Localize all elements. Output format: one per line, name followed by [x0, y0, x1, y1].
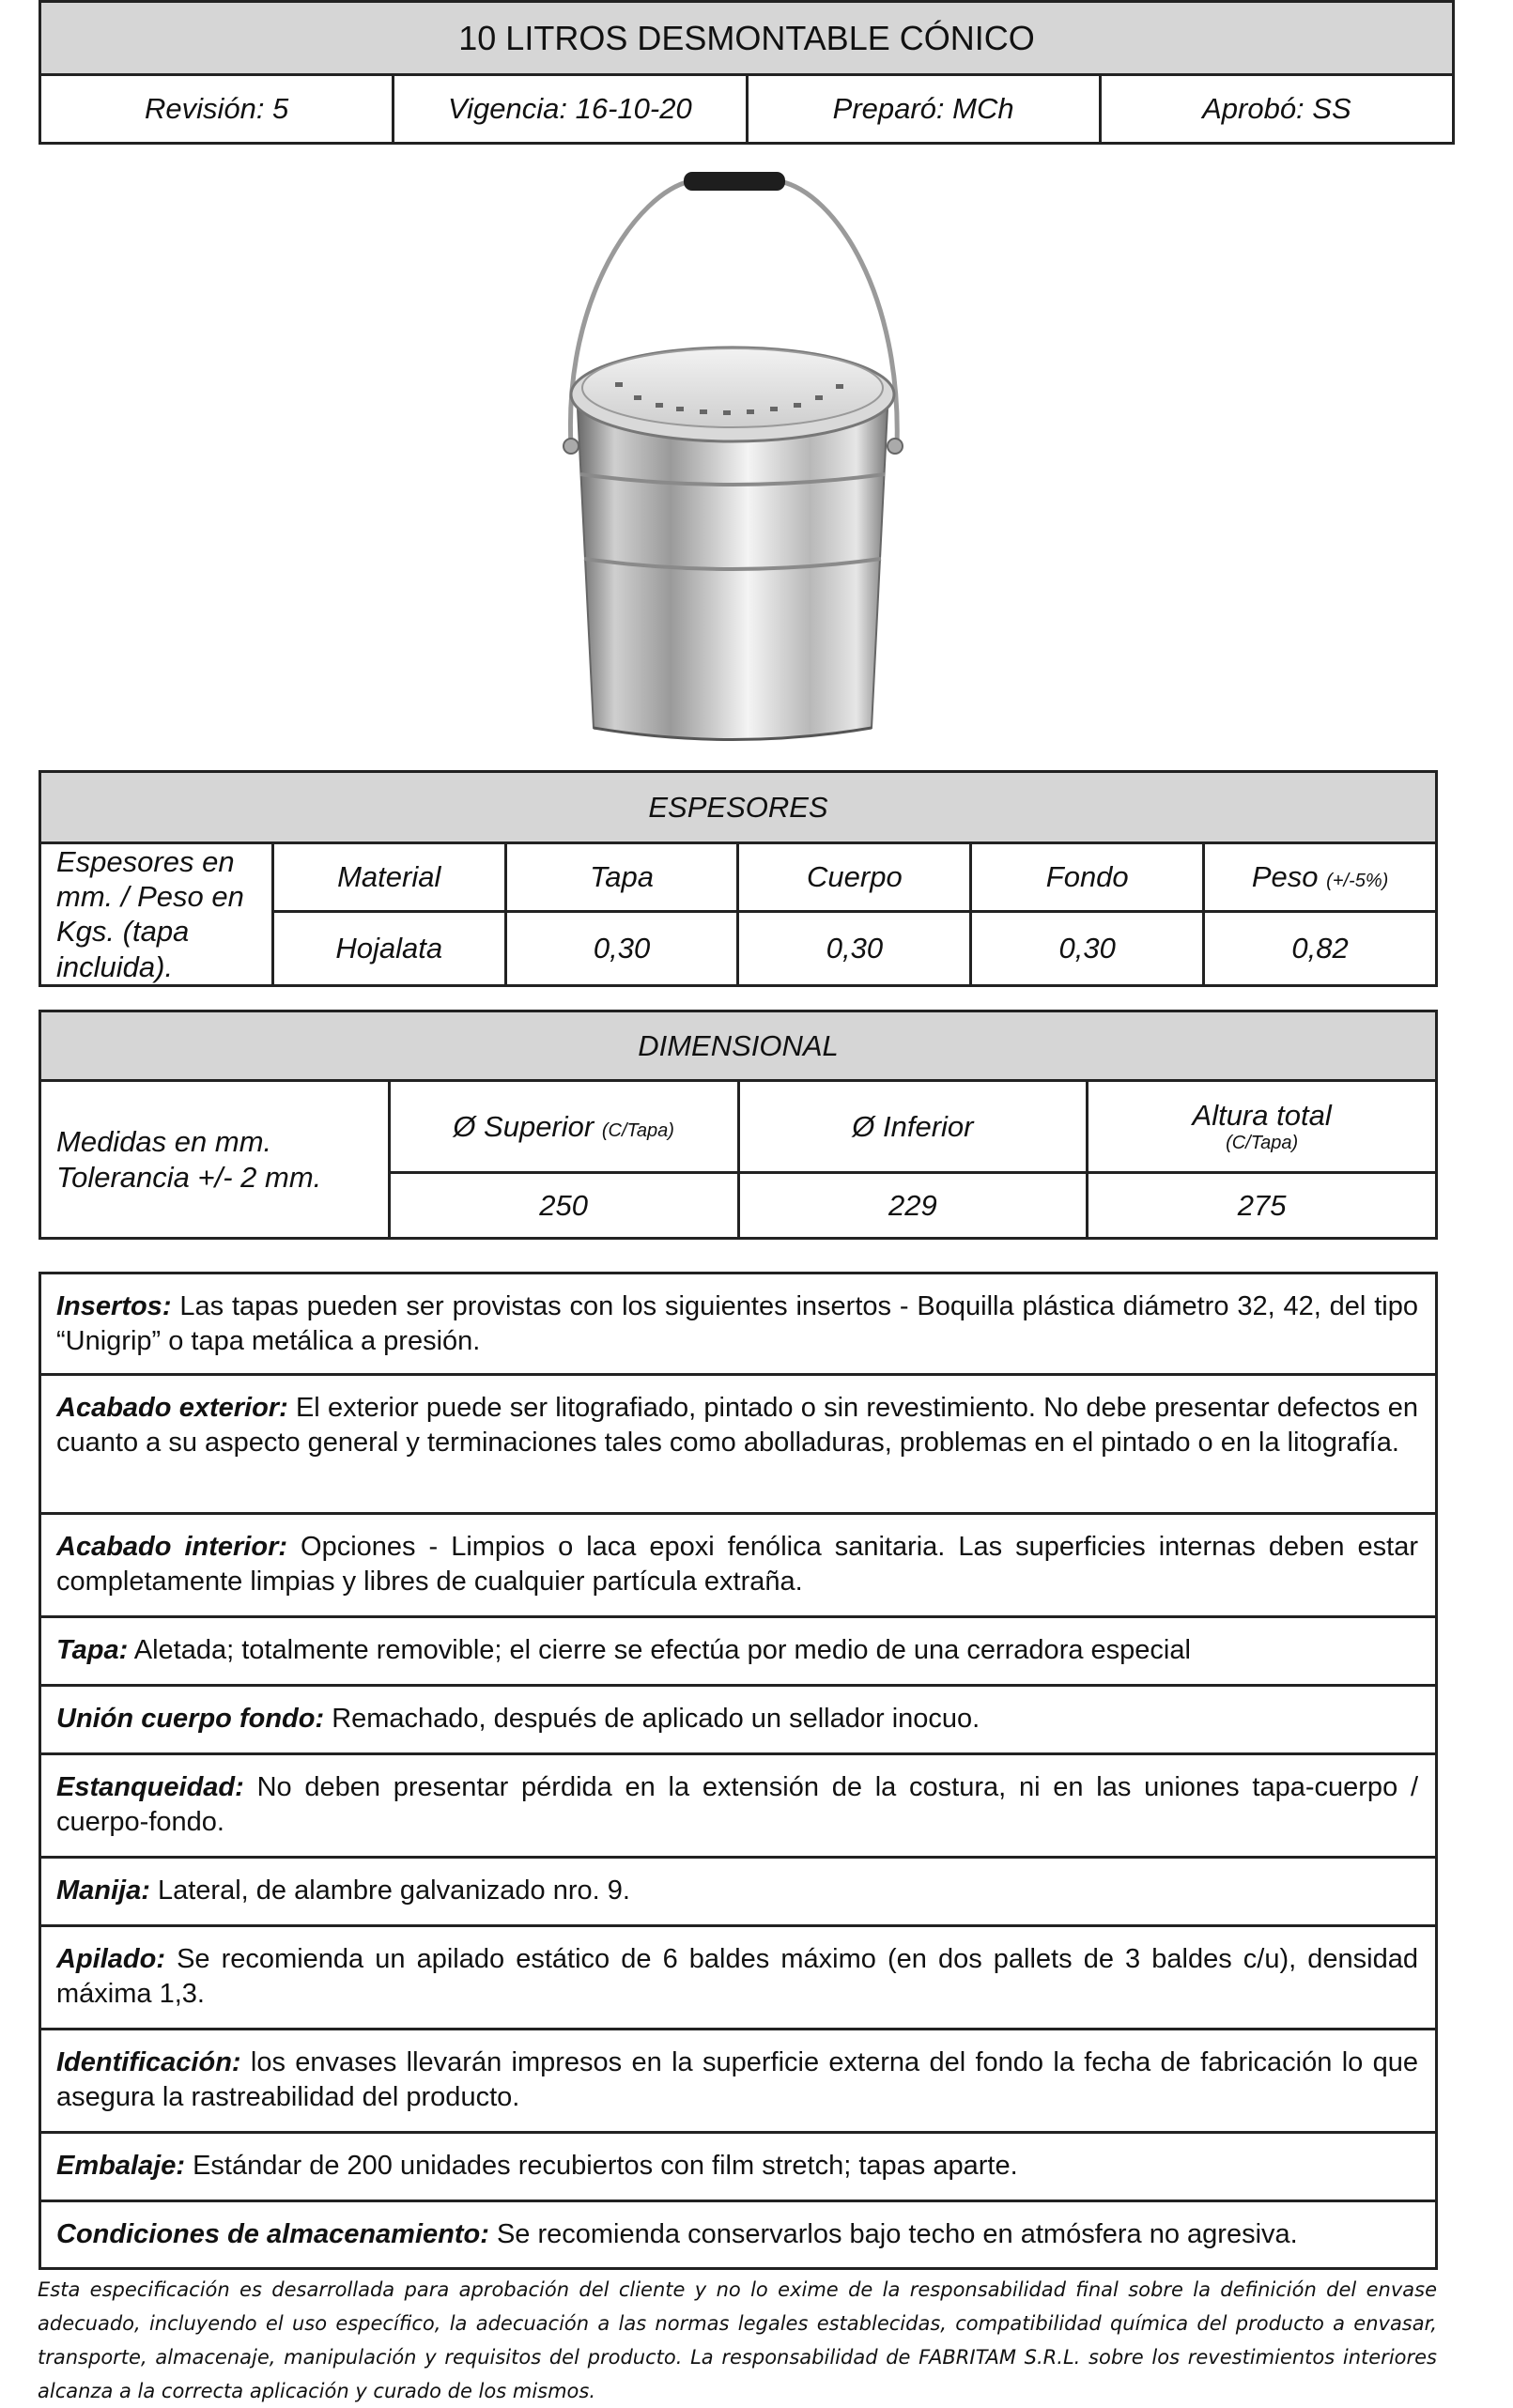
vigencia-cell: Vigencia: 16-10-20 [394, 75, 747, 144]
revision-cell: Revisión: 5 [40, 75, 394, 144]
aprobo-cell: Aprobó: SS [1100, 75, 1453, 144]
note-condiciones-almacenamiento: Condiciones de almacenamiento: Se recomienda conservarlos bajo techo en atmósfera no agresiva. [56, 2219, 1298, 2249]
header-table [39, 0, 1455, 145]
disclaimer-footer: Esta especificación es desarrollada para aprobación del cliente y no lo exime de la responsabilidad final sobre la definición del envase adecuado, incluyendo el uso específico, la adecuación a las normas legales establecidas, compatibilidad química del producto a envasar, transporte, almacenaje, manipulación y requisitos del producto. La responsabilidad de FABRITAM S.R.L. sobre los revestimientos interiores alcanza a la correcta aplicación y curado de los mismos. [38, 2278, 1437, 2403]
val-fondo: 0,30 [971, 912, 1204, 986]
col-inferior: Ø Inferior [738, 1081, 1088, 1173]
dimensional-label-2: Tolerancia +/- 2 mm. [56, 1160, 322, 1194]
col-superior-label: Ø Superior [453, 1109, 594, 1143]
val-tapa: 0,30 [505, 912, 738, 986]
dimensional-label [40, 1081, 390, 1239]
note-acabado-interior: Acabado interior: Opciones - Limpios o laca epoxi fenólica sanitaria. Las superficies internas deben estar completamente limpias y libres de cualquier partícula extraña. [41, 1515, 1435, 1618]
espesores-table [39, 770, 1438, 983]
dimensional-label-1: Medidas en mm. [56, 1125, 272, 1159]
espesores-label: Espesores en mm. / Peso en Kgs. (tapa incluida). [40, 843, 273, 986]
col-fondo: Fondo [971, 843, 1204, 912]
val-superior: 250 [389, 1173, 738, 1239]
note-identificacion: Identificación: los envases llevarán impresos en la superficie externa del fondo la fecha de fabricación lo que asegura la rastreabilidad del producto. [41, 2030, 1435, 2134]
dimensional-title: DIMENSIONAL [40, 1011, 1437, 1081]
col-altura-note: (C/Tapa) [1226, 1133, 1299, 1153]
note-tapa: Tapa: Aletada; totalmente removible; el cierre se efectúa por medio de una cerradora especial [41, 1618, 1435, 1687]
product-image [526, 164, 939, 765]
specifications-list [39, 1272, 1438, 2270]
col-superior [389, 1081, 738, 1173]
col-peso [1204, 843, 1437, 912]
val-peso: 0,82 [1204, 912, 1437, 986]
note-union-cuerpo-fondo: Unión cuerpo fondo: Remachado, después de aplicado un sellador inocuo. [41, 1687, 1435, 1755]
val-altura: 275 [1088, 1173, 1437, 1239]
col-altura-label: Altura total [1192, 1099, 1332, 1132]
col-tapa: Tapa [505, 843, 738, 912]
col-cuerpo: Cuerpo [738, 843, 971, 912]
col-superior-note: (C/Tapa) [601, 1119, 674, 1141]
document-title: 10 LITROS DESMONTABLE CÓNICO [40, 2, 1454, 75]
note-embalaje: Embalaje: Estándar de 200 unidades recubiertos con film stretch; tapas aparte. [41, 2134, 1435, 2202]
col-material: Material [272, 843, 505, 912]
note-manija: Manija: Lateral, de alambre galvanizado nro. 9. [41, 1859, 1435, 1927]
val-cuerpo: 0,30 [738, 912, 971, 986]
espesores-title: ESPESORES [40, 772, 1437, 843]
note-acabado-exterior: Acabado exterior: El exterior puede ser litografiado, pintado o sin revestimiento. No debe presentar defectos en cuanto a su aspecto general y terminaciones tales como abolladuras, problemas en el pintado o en la litografía. [41, 1376, 1435, 1515]
val-inferior: 229 [738, 1173, 1088, 1239]
note-estanqueidad: Estanqueidad: No deben presentar pérdida en la extensión de la costura, ni en las uniones tapa-cuerpo / cuerpo-fondo. [41, 1755, 1435, 1859]
note-apilado: Apilado: Se recomienda un apilado estático de 6 baldes máximo (en dos pallets de 3 baldes c/u), densidad máxima 1,3. [41, 1927, 1435, 2030]
col-peso-label: Peso [1251, 860, 1319, 893]
preparo-cell: Preparó: MCh [747, 75, 1100, 144]
metal-bucket-icon [526, 164, 939, 765]
col-peso-note: (+/-5%) [1326, 871, 1389, 891]
col-altura [1088, 1081, 1437, 1173]
dimensional-table [39, 1010, 1438, 1240]
val-material: Hojalata [272, 912, 505, 986]
note-insertos: Insertos: Las tapas pueden ser provistas con los siguientes insertos - Boquilla plástica diámetro 32, 42, del tipo “Unigrip” o tapa metálica a presión. [41, 1274, 1435, 1376]
